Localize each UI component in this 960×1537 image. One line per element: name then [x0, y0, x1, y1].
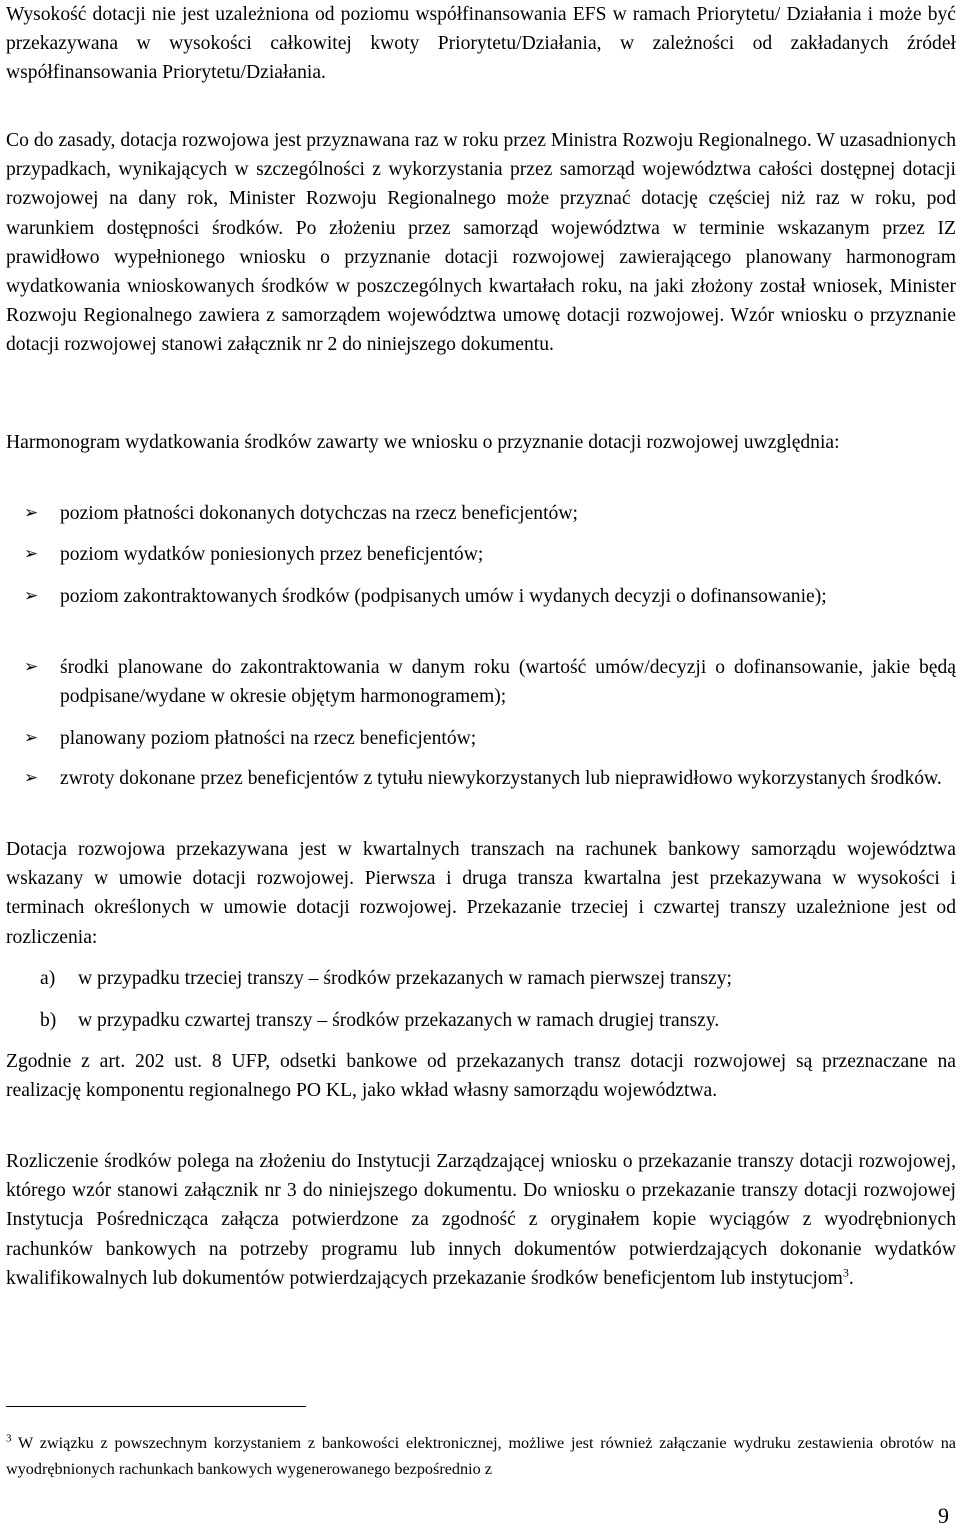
paragraph-rozliczenie [6, 1147, 956, 1293]
arrow-bullet-icon: ➢ [24, 657, 39, 677]
paragraph-harmonogram-intro: Harmonogram wydatkowania środków zawarty we wniosku o przyznanie dotacji rozwojowej uwzględnia: [6, 432, 840, 453]
bullet-text: planowany poziom płatności na rzecz beneficjentów; [60, 728, 477, 749]
arrow-bullet-icon: ➢ [24, 503, 39, 523]
paragraph-odsetki: Zgodnie z art. 202 ust. 8 UFP, odsetki bankowe od przekazanych transz dotacji rozwojowej są przeznaczane na realizację komponentu regionalnego PO KL, jako wkład własny samorządu województwa. [6, 1051, 956, 1102]
footnote-text: W związku z powszechnym korzystaniem z bankowości elektronicznej, możliwe jest również załączanie wydruku zestawienia obrotów na wyodrębnionych rachunkach bankowych wygenerowanego bezpośrednio z [6, 1434, 956, 1479]
paragraph-end: . [848, 1267, 854, 1289]
list-label: a) [40, 968, 56, 989]
bullet-text: poziom zakontraktowanych środków (podpisanych umów i wydanych decyzji o dofinansowanie); [60, 586, 827, 607]
arrow-bullet-icon: ➢ [24, 768, 39, 788]
paragraph-dotacja-przyznawanie: Co do zasady, dotacja rozwojowa jest przyznawana raz w roku przez Ministra Rozwoju Regionalnego. W uzasadnionych przypadkach, wynikających w szczególności z wykorzystania przez samorząd województwa całości dostępnej dotacji rozwojowej na dany rok, Minister Rozwoju Regionalnego może przyznać dotację częściej niż raz w roku, pod warunkiem dostępności środków. Po złożeniu przez samorząd województwa w terminie wskazanym przez IZ prawidłowo wypełnionego wniosku o przyznanie dotacji rozwojowej zawierającego planowany harmonogram wydatkowania wnioskowanych środków w poszczególnych kwartałach roku, na jaki złożony został wniosek, Minister Rozwoju Regionalnego zawiera z samorządem województwa umowę dotacji rozwojowej. Wzór wniosku o przyznanie dotacji rozwojowej stanowi załącznik nr 2 do niniejszego dokumentu. [6, 130, 956, 356]
footnote-reference: 3 [842, 1265, 849, 1280]
page-number: 9 [938, 1503, 949, 1528]
bullet-text: środki planowane do zakontraktowania w danym roku (wartość umów/decyzji o dofinansowanie, jakie będą podpisane/wydane w okresie objętym harmonogramem); [60, 657, 956, 708]
list-text: w przypadku trzeciej transzy – środków przekazanych w ramach pierwszej transzy; [78, 968, 732, 989]
list-label: b) [40, 1010, 57, 1031]
arrow-bullet-icon: ➢ [24, 586, 39, 606]
bullet-text: zwroty dokonane przez beneficjentów z tytułu niewykorzystanych lub nieprawidłowo wykorzystanych środków. [60, 768, 942, 789]
footnote-number: 3 [6, 1432, 12, 1445]
paragraph-transze: Dotacja rozwojowa przekazywana jest w kwartalnych transzach na rachunek bankowy samorządu województwa wskazany w umowie dotacji rozwojowej. Pierwsza i druga transza kwartalna jest przekazywana w wysokości i terminach określonych w umowie dotacji rozwojowej. Przekazanie trzeciej i czwartej transzy uzależnione jest od rozliczenia: [6, 839, 956, 948]
arrow-bullet-icon: ➢ [24, 728, 39, 748]
bullet-text: poziom wydatków poniesionych przez beneficjentów; [60, 544, 484, 565]
paragraph-dotacja-wysokosc: Wysokość dotacji nie jest uzależniona od poziomu współfinansowania EFS w ramach Priorytetu/ Działania i może być przekazywana w wysokości całkowitej kwoty Priorytetu/Działania, w zależności od zakładanych źródeł współfinansowania Priorytetu/Działania. [6, 4, 956, 84]
footnote [6, 1430, 956, 1482]
bullet-text: poziom płatności dokonanych dotychczas na rzecz beneficjentów; [60, 503, 578, 524]
footnote-divider [6, 1406, 306, 1407]
list-text: w przypadku czwartej transzy – środków przekazanych w ramach drugiej transzy. [78, 1010, 720, 1031]
arrow-bullet-icon: ➢ [24, 544, 39, 564]
paragraph-text: Rozliczenie środków polega na złożeniu do Instytucji Zarządzającej wniosku o przekazanie transzy dotacji rozwojowej, którego wzór stanowi załącznik nr 3 do niniejszego dokumentu. Do wniosku o przekazanie transzy dotacji rozwojowej Instytucja Pośrednicząca załącza potwierdzone za zgodność z oryginałem kopie wyciągów z wyodrębnionych rachunków bankowych na potrzeby programu lub innych dokumentów potwierdzających dokonanie wydatków kwalifikowalnych lub dokumentów potwierdzających przekazanie środków beneficjentom lub instytucjom [6, 1151, 956, 1289]
